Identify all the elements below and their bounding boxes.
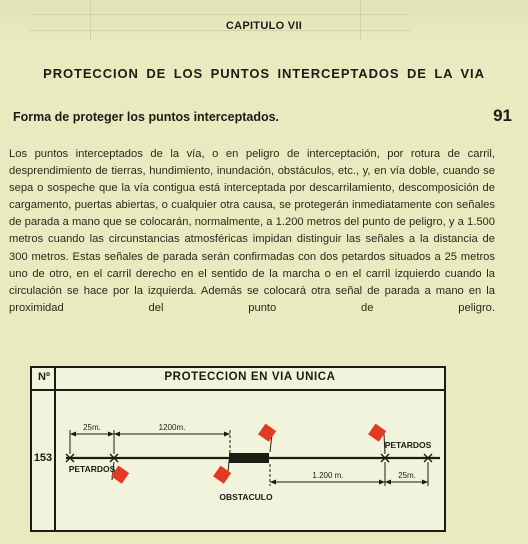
label-obstaculo: OBSTACULO [219, 492, 273, 502]
track-schematic [32, 368, 444, 530]
page-title: PROTECCION DE LOS PUNTOS INTERCEPTADOS DE LA VIA [43, 66, 485, 81]
protection-diagram [30, 366, 446, 532]
section-heading: Forma de proteger los puntos interceptados. [13, 110, 280, 124]
dim-label-right-25: 25m. [398, 471, 416, 480]
dim-label-right-1200: 1.200 m. [312, 471, 344, 480]
label-petardos-left: PETARDOS [68, 464, 116, 474]
row-number: 153 [33, 452, 53, 464]
dim-label-left-25: 25m. [83, 423, 101, 432]
label-petardos-right: PETARDOS [384, 440, 432, 450]
chapter-label: CAPITULO VII [225, 20, 303, 32]
stop-flag-icon [213, 452, 231, 484]
dim-label-left-1200: 1200m. [158, 423, 186, 432]
stop-flag-icon [258, 424, 276, 452]
article-number: 91 [493, 106, 512, 125]
body-paragraph: Los puntos interceptados de la vía, o en peligro de interceptación, por rotura de carril, desprendimiento de tierras, hundimiento, inundación, obstáculos, etc., y, en vía doble, cuando se sepa o sospeche que la vía contigua está interceptada por descarrilamiento, descomposición de cargamento, puertas abiertas, o cualquier otra causa, se protegerán inmediatamente con señales de parada a mano que se colocarán, normalmente, a 1.200 metros del punto de peligro, y a 1.500 metros cuando las circunstancias atmosféricas impidan distinguir las señales a la distancia de 300 metros. Estas señales de parada serán confirmadas con dos petardos situados a 25 metros uno de otro, en el carril derecho en el sentido de la marcha o en el carril izquierdo cuando la circulación se hace por la izquierda. Además se colocará otra señal de parada a mano en la proximidad del punto de peligro. [9, 148, 495, 314]
diagram-title: PROTECCION EN VIA UNICA [164, 371, 336, 383]
stop-flag-icon [368, 424, 386, 454]
obstacle-block [229, 453, 269, 463]
column-header-number: Nº [38, 371, 50, 383]
